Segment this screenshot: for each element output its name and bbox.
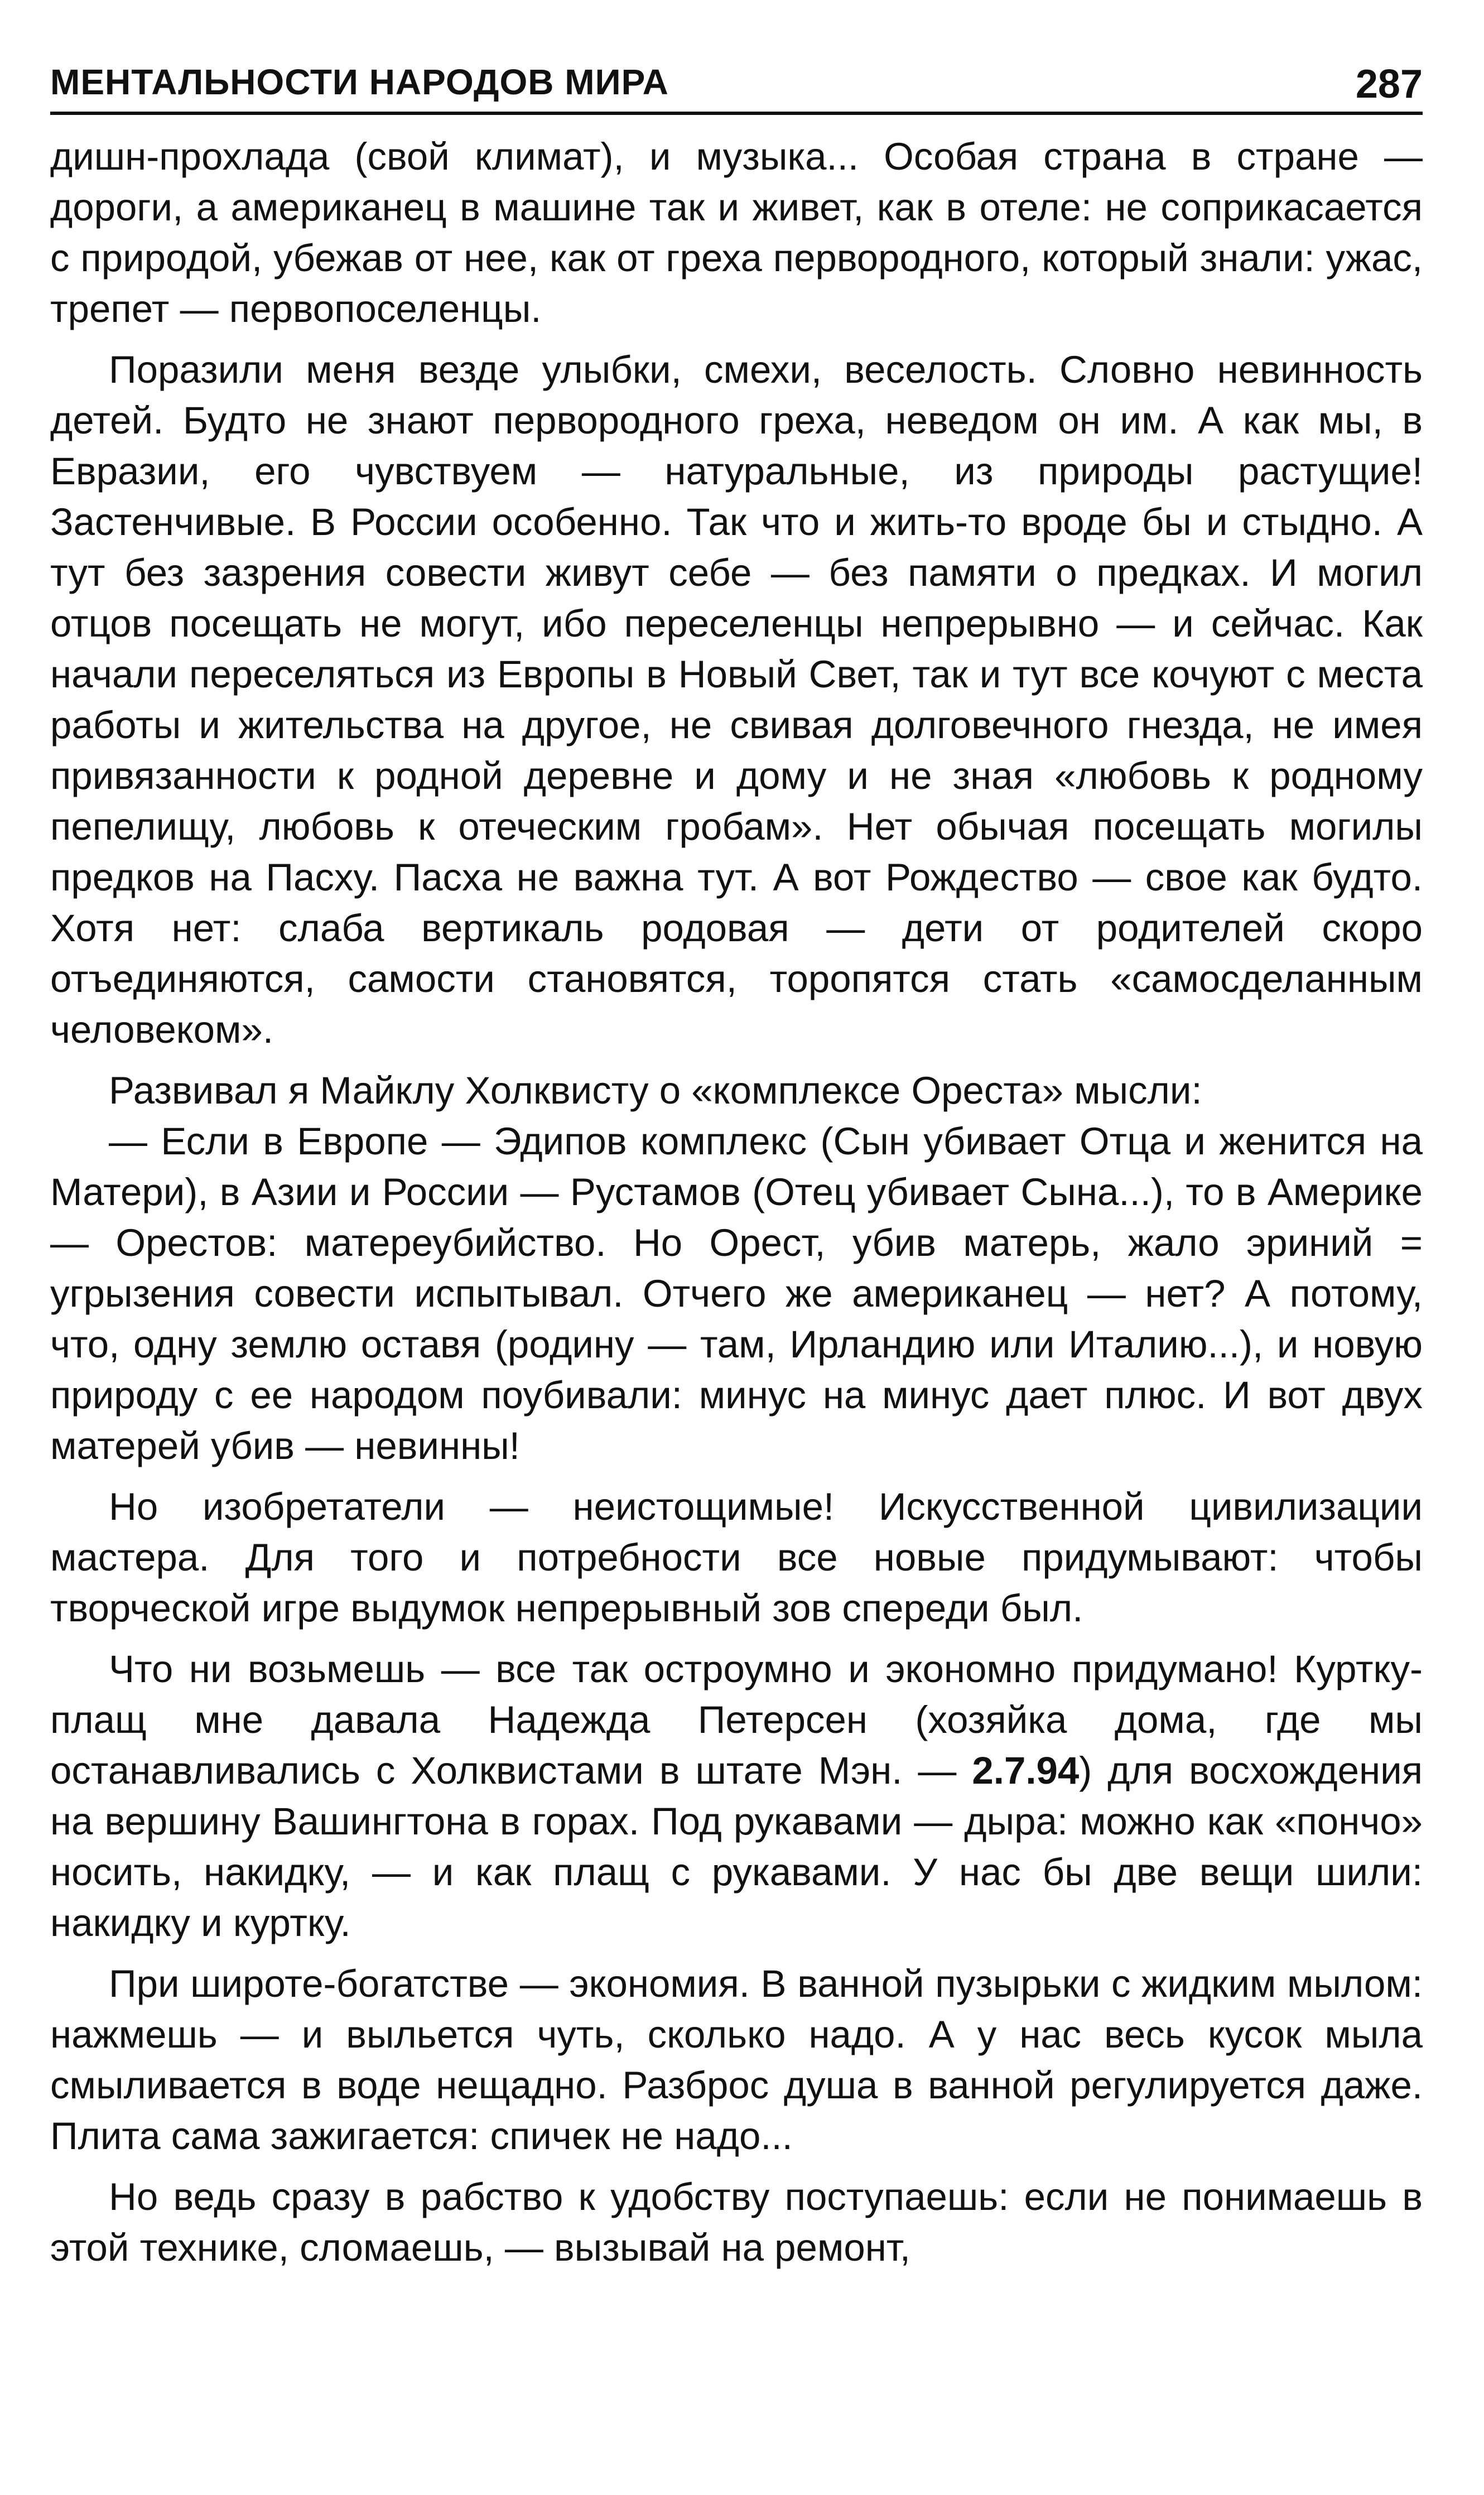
paragraph-4-dialogue: — Если в Европе — Эдипов комплекс (Сын убивает Отца и женится на Матери), в Азии и России — Рустамов (Отец убивает Сына...), то в Америке — Орестов: матереубийство. Но Орест, убив матерь, жало эриний = угрызения совести испытывал. Отчего же американец — нет? А потому, что, одну землю оставя (родину — там, Ирландию или Италию...), и новую природу с ее народом поубивали: минус на минус дает плюс. И вот двух матерей убив — невинны! <box>50 1120 1423 1467</box>
paragraph-5: Но изобретатели — неистощимые! Искусственной цивилизации мастера. Для того и потребности все новые придумывают: чтобы творческой игре выдумок непрерывный зов спереди был. <box>50 1485 1423 1630</box>
paragraph-2: Поразили меня везде улыбки, смехи, веселость. Словно невинность детей. Будто не знают первородного греха, неведом он им. А как мы, в Евразии, его чувствуем — натуральные, из природы растущие! Застенчивые. В России особенно. Так что и жить-то вроде бы и стыдно. А тут без зазрения совести живут себе — без памяти о предках. И могил отцов посещать не могут, ибо переселенцы непрерывно — и сейчас. Как начали переселяться из Европы в Новый Свет, так и тут все кочуют с места работы и жительства на другое, не свивая долговечного гнезда, не имея привязанности к родной деревне и дому и не зная «любовь к родному пепелищу, любовь к отеческим гробам». Нет обычая посещать могилы предков на Пасху. Пасха не важна тут. А вот Рождество — свое как будто. Хотя нет: слаба вертикаль родовая — дети от родителей скоро отъединяются, самости становятся, торопятся стать «самосделанным человеком». <box>50 348 1423 1051</box>
paragraph-8: Но ведь сразу в рабство к удобству поступаешь: если не понимаешь в этой технике, сломаешь, — вызывай на ремонт, <box>50 2175 1423 2269</box>
paragraph-6 <box>50 1644 1423 1948</box>
running-title: МЕНТАЛЬНОСТИ НАРОДОВ МИРА <box>50 62 669 102</box>
body-text <box>50 131 1423 2283</box>
paragraph-3: Развивал я Майклу Холквисту о «комплексе Ореста» мысли: <box>109 1069 1202 1112</box>
paragraph-1: дишн-прохлада (свой климат), и музыка... Особая страна в стране — дороги, а американец в машине так и живет, как в отеле: не соприкасается с природой, убежав от нее, как от греха первородного, который знали: ужас, трепет — первопоселенцы. <box>50 135 1423 330</box>
page-number: 287 <box>1355 62 1423 107</box>
paragraph-6-text-after: ) для восхождения на вершину Вашингтона в горах. Под рукавами — дыра: можно как «пончо» носить, накидку, — и как плащ с рукавами. У нас бы две вещи шили: накидку и куртку. <box>50 1749 1423 1944</box>
paragraph-6-text-before: Что ни возьмешь — все так остроумно и экономно придумано! Куртку-плащ мне давала Надежда Петерсен (хозяйка дома, где мы останавливались с Холквистами в штате Мэн. — <box>50 1648 1423 1792</box>
page-header <box>50 56 1423 115</box>
paragraph-7: При широте-богатстве — экономия. В ванной пузырьки с жидким мылом: нажмешь — и выльется чуть, сколько надо. А у нас весь кусок мыла смыливается в воде нещадно. Разброс душа в ванной регулируется даже. Плита сама зажигается: спичек не надо... <box>50 1962 1423 2157</box>
date-bold: 2.7.94 <box>972 1749 1080 1792</box>
